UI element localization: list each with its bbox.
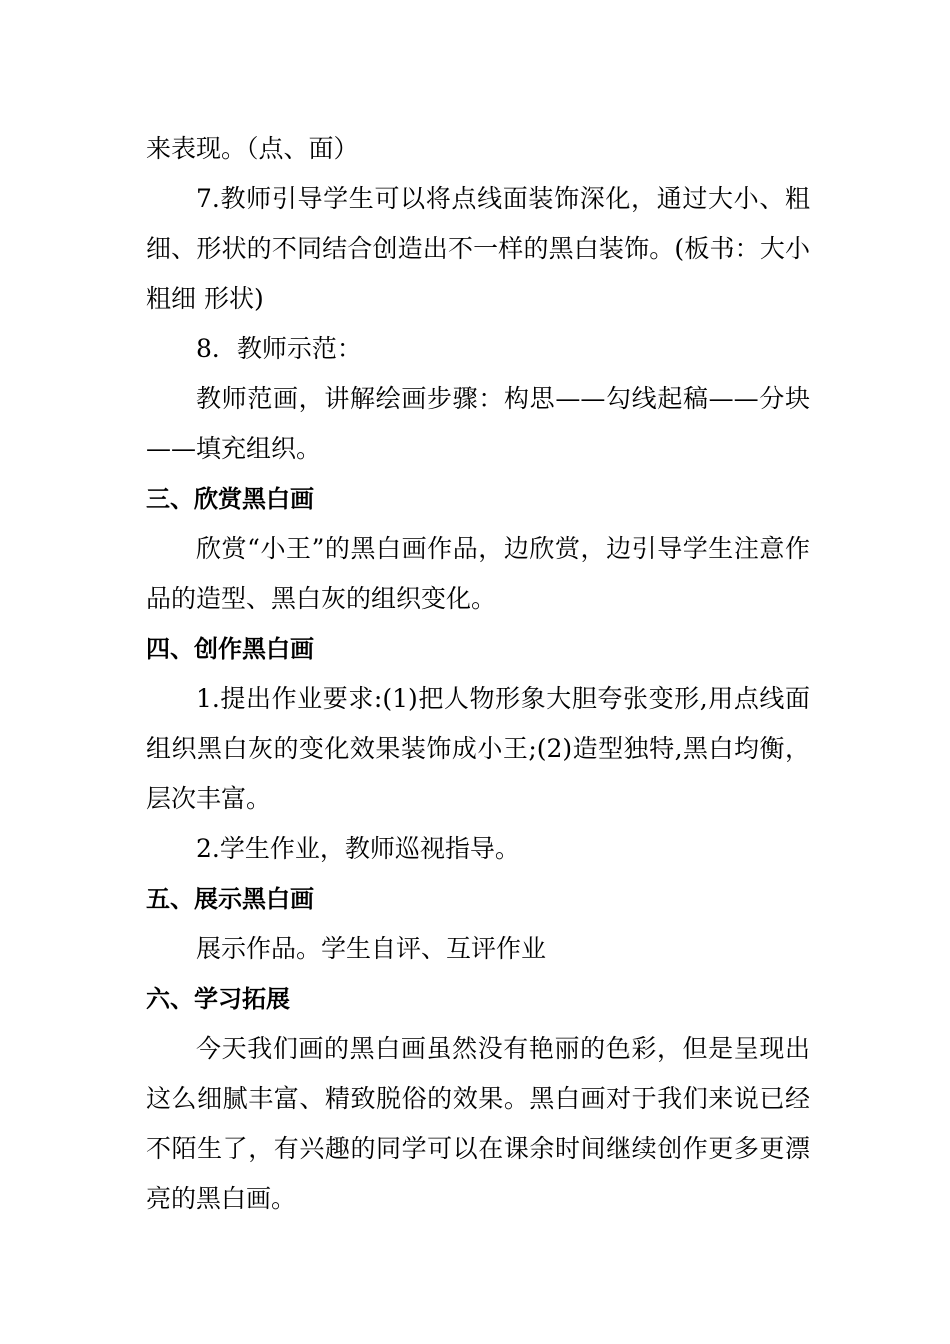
- section-heading-create: 四、创作黑白画: [146, 635, 314, 663]
- section-heading-display: 五、展示黑白画: [146, 885, 314, 913]
- section-heading-extension: 六、学习拓展: [146, 985, 290, 1013]
- paragraph-extension: 今天我们画的黑白画虽然没有艳丽的色彩，但是呈现出这么细腻丰富、精致脱俗的效果。黑白画对于我们来说已经不陌生了，有兴趣的同学可以在课余时间继续创作更多更漂亮的黑白画。: [146, 1034, 810, 1213]
- paragraph-demo-steps: 教师范画，讲解绘画步骤：构思——勾线起稿——分块——填充组织。: [146, 384, 810, 463]
- paragraph-display: 展示作品。学生自评、互评作业: [196, 934, 547, 963]
- paragraph-assignment-requirements: 1.提出作业要求:(1)把人物形象大胆夸张变形,用点线面组织黑白灰的变化效果装饰成小王;(2)造型独特,黑白均衡，层次丰富。: [146, 684, 810, 813]
- paragraph-step-8: 8．教师示范：: [196, 334, 362, 363]
- paragraph-student-work: 2.学生作业，教师巡视指导。: [196, 834, 520, 863]
- paragraph-continuation: 来表现。（点、面）: [146, 134, 359, 163]
- paragraph-step-7: 7.教师引导学生可以将点线面装饰深化，通过大小、粗细、形状的不同结合创造出不一样的黑白装饰。(板书：大小 粗细 形状): [146, 184, 810, 313]
- section-heading-appreciate: 三、欣赏黑白画: [146, 485, 314, 513]
- paragraph-appreciate: 欣赏“小王”的黑白画作品，边欣赏，边引导学生注意作品的造型、黑白灰的组织变化。: [146, 534, 810, 613]
- document-body: [146, 124, 810, 1224]
